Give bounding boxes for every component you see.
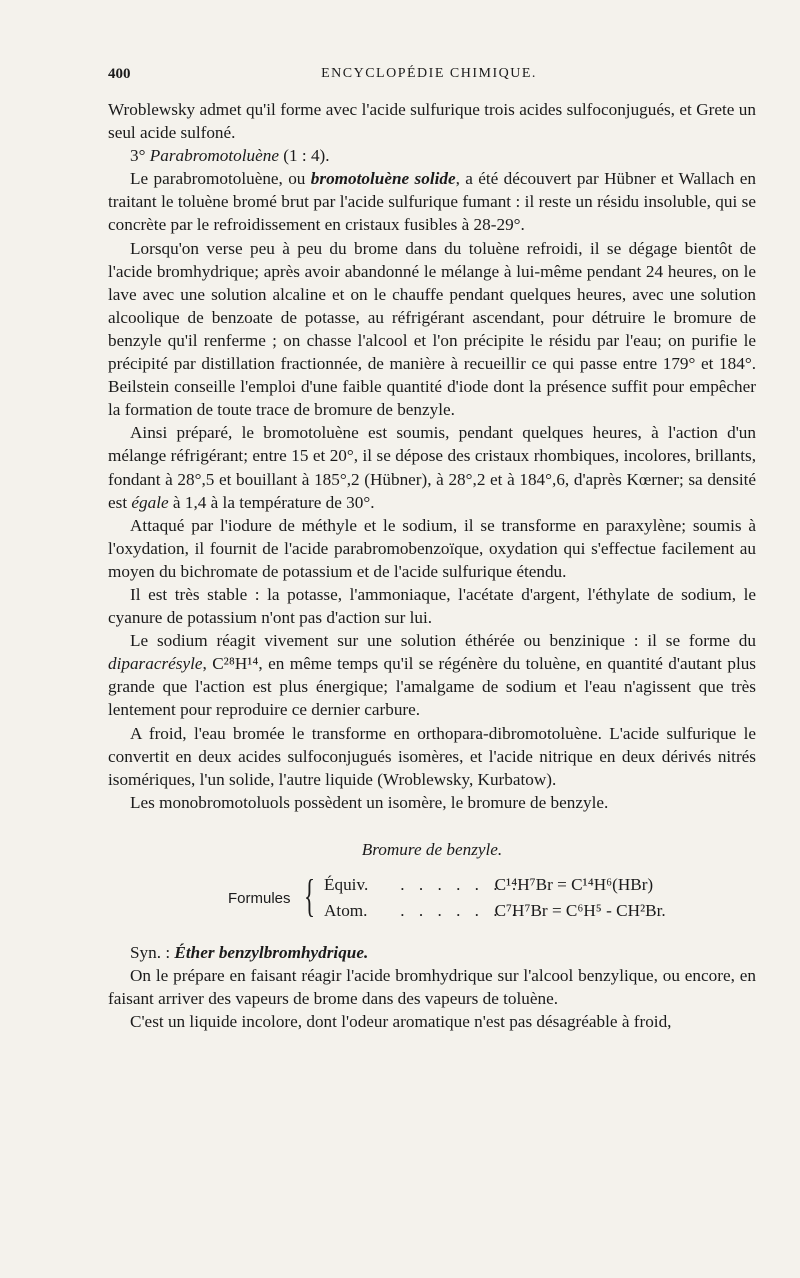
paragraph: Il est très stable : la potasse, l'ammoniaque, l'acétate d'argent, l'éthylate de sodium, le cyanure de potassium n'ont pas d'action sur lui.	[108, 584, 756, 628]
paragraph	[108, 167, 756, 236]
paragraph	[108, 421, 756, 513]
text-run: , a été découvert par Hübner et Wallach en traitant le toluène bromé brut par l'acide sulfurique fumant : il reste un résidu insoluble, qui se concrète par le refroidissement en cristaux fusibles à 28-29°.	[108, 169, 757, 235]
text-run: à 1,4 à la température de 30°.	[172, 492, 375, 512]
subsection-position: (1 : 4).	[283, 146, 330, 166]
synonym-line	[108, 941, 756, 964]
paragraph: On le prépare en faisant réagir l'acide bromhydrique sur l'alcool benzylique, ou encore, en faisant arriver des vapeurs de brome dans des vapeurs de toluène.	[108, 966, 756, 1009]
paragraph: Lorsqu'on verse peu à peu du brome dans du toluène refroidi, il se dégage bientôt de l'acide bromhydrique; après avoir abandonné le mélange à lui-même pendant 24 heures, on le lave avec une solution alcaline et on le chauffe pendant quelques heures, avec une solution alcoolique de benzoate de potasse, au réfrigérant ascendant, pour détruire le bromure de benzyle qu'il renferme ; on chasse l'alcool et l'on précipite le résidu par l'eau; on purifie le précipité par distillation fractionnée, de manière à recueillir ce qui passe entre 179° et 184°. Beilstein conseille l'emploi d'une faible quantité d'iode dont la présence suffit pour empêcher la formation de toute trace de bromure de benzyle.	[108, 238, 756, 420]
text-run: Le parabromotoluène, ou	[130, 169, 306, 189]
subsection-number: 3°	[130, 146, 146, 166]
synonym-label: Syn. :	[130, 943, 171, 962]
formula-value: C¹⁴H⁷Br = C¹⁴H⁶(HBr)	[494, 875, 654, 894]
formula-value: C⁷H⁷Br = C⁶H⁵ - CH²Br.	[494, 901, 666, 920]
paragraph: C'est un liquide incolore, dont l'odeur aromatique n'est pas désagréable à froid,	[130, 1012, 672, 1032]
paragraph	[108, 629, 756, 721]
page-number: 400	[108, 66, 131, 82]
leader-dots: . . . . . . .	[400, 875, 522, 894]
text-run: Le sodium réagit vivement sur une solution éthérée ou benzinique : il se forme du	[130, 631, 756, 651]
leader-dots: . . . . . . .	[400, 901, 522, 920]
formula-row	[324, 899, 666, 922]
paragraph: Les monobromotoluols possèdent un isomère, le bromure de benzyle.	[130, 792, 609, 812]
text-run: Ainsi préparé, le bromotoluène est soumis, pendant quelques heures, à l'action d'un mélange réfrigérant; entre 15 et 20°, il se dépose des cristaux rhombiques, incolores, brillants, fondant à 28°,5 et bouillant à 185°,2 (Hübner), à 28°,2 et à 184°,6, d'après Kœrner; sa densité est	[108, 423, 756, 512]
brace-icon: {	[304, 870, 316, 921]
emphasis: égale	[131, 492, 169, 512]
text-run: en même temps qu'il se régénère du toluène, en quantité d'autant plus grande que l'action est plus énergique; l'amalgame de sodium et l'eau n'agissent que très lentement pour reproduire ce dernier carbure.	[108, 654, 756, 720]
formula-row	[324, 873, 653, 896]
paragraph: Attaqué par l'iodure de méthyle et le sodium, il se transforme en paraxylène; soumis à l'oxydation, il fournit de l'acide parabromobenzoïque, oxydation qui s'effectue facilement au moyen du bichromate de potassium et de l'acide sulfurique étendu.	[108, 515, 756, 581]
section-title: Bromure de benzyle.	[361, 839, 503, 859]
emphasis: diparacrésyle	[108, 654, 203, 674]
body-text	[108, 98, 756, 1033]
page-header	[108, 66, 750, 88]
formula-label: Équiv.	[324, 875, 369, 894]
paragraph: A froid, l'eau bromée le transforme en orthopara-dibromotoluène. L'acide sulfurique le convertit en deux acides sulfoconjugués isomères, et l'acide nitrique en deux dérivés nitrés isomériques, l'un solide, l'autre liquide (Wroblewsky, Kurbatow).	[108, 723, 756, 789]
subsection-heading	[108, 144, 756, 167]
synonym-value: Éther benzylbromhydrique.	[174, 943, 369, 962]
formulas-block	[108, 869, 756, 929]
running-head: ENCYCLOPÉDIE CHIMIQUE.	[321, 66, 537, 81]
emphasis: bromotoluène solide	[310, 169, 456, 189]
subsection-title: Parabromotoluène	[149, 146, 279, 166]
paragraph: Wroblewsky admet qu'il forme avec l'acide sulfurique trois acides sulfoconjugués, et Grete un seul acide sulfoné.	[108, 100, 756, 143]
formula: , C²⁸H¹⁴,	[202, 654, 263, 674]
formulas-label: Formules	[228, 890, 291, 907]
formula-label: Atom.	[324, 901, 368, 920]
